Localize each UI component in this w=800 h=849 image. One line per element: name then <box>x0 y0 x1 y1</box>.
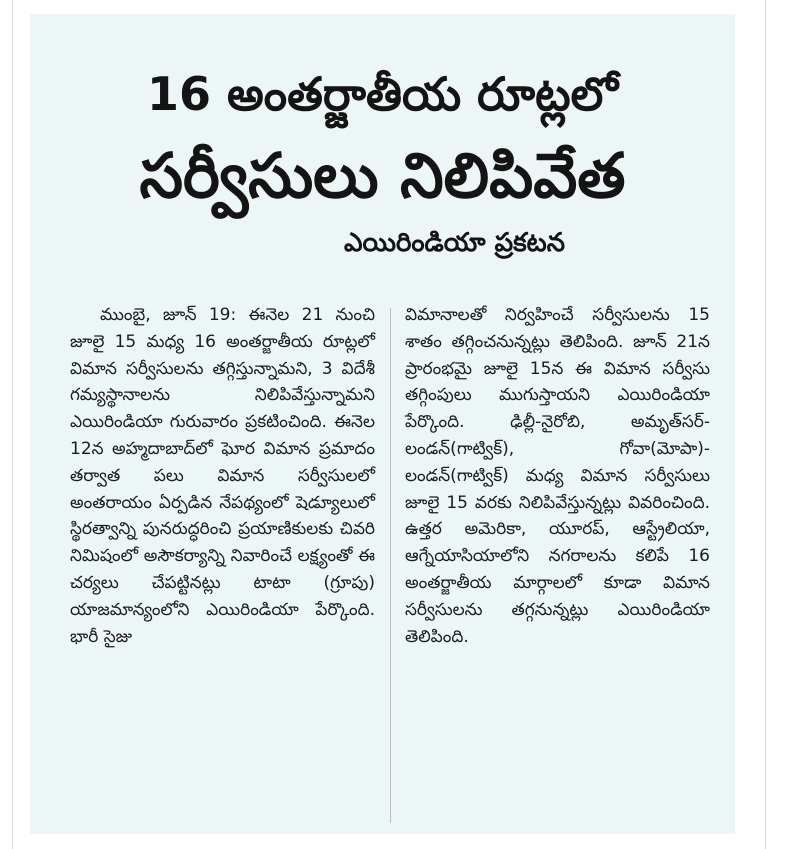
news-clipping <box>30 14 735 834</box>
page-edge-left <box>12 0 13 849</box>
article-paragraph-1: ముంబై, జూన్ 19: ఈనెల 21 నుంచి జూలై 15 మధ్య 16 అంతర్జాతీయ రూట్లలో విమాన సర్వీసులను తగ్గిస్తున్నామని, 3 విదేశీ గమ్యస్థానాలను నిలిపివేస్తున్నామని ఎయిరిండియా గురువారం ప్రకటించింది. ఈనెల 12న అహ్మదాబాద్‌లో ఘోర విమాన ప్రమాదం తర్వాత పలు విమాన సర్వీసులలో అంతరాయం ఏర్పడిన నేపథ్యంలో షెడ్యూలులో స్థిరత్వాన్ని పునరుద్ధరించి ప్రయాణికులకు చివరి నిమిషంలో అసౌకర్యాన్ని నివారించే లక్ష్యంతో ఈ చర్యలు చేపట్టినట్లు టాటా (గ్రూపు) యాజమాన్యంలోని ఎయిరిండియా పేర్కొంది. భారీ సైజు <box>70 305 375 647</box>
article-body <box>70 302 710 822</box>
article-paragraph-2: విమానాలతో నిర్వహించే సర్వీసులను 15 శాతం తగ్గించనున్నట్లు తెలిపింది. జూన్ 21న ప్రారంభమై జూలై 15న ఈ విమాన సర్వీసు తగ్గింపులు ముగుస్తాయని ఎయిరిండియా పేర్కొంది. ఢిల్లీ-నైరోబి, అమృత్‌సర్-లండన్(గాట్విక్), గోవా(మోపా)-లండన్(గాట్విక్) మధ్య విమాన సర్వీసులు జూలై 15 వరకు నిలిపివేస్తున్నట్లు వివరించింది. ఉత్తర అమెరికా, యూరప్, ఆస్ట్రేలియా, ఆగ్నేయాసియాలోని నగరాలను కలిపే 16 అంతర్జాతీయ మార్గాలలో కూడా విమాన సర్వీసులను తగ్గనున్నట్లు ఎయిరిండియా తెలిపింది. <box>405 305 710 647</box>
column-divider <box>390 308 391 823</box>
subheadline: ఎయిరిండియా ప్రకటన <box>344 228 565 258</box>
page-edge-right <box>765 0 766 849</box>
headline-line-2: సర్వీసులు నిలిపివేత <box>139 139 626 212</box>
headline-line-1: 16 అంతర్జాతీయ రూట్లలో <box>146 67 619 121</box>
article-column-2 <box>405 302 710 822</box>
article-column-1 <box>70 302 375 822</box>
